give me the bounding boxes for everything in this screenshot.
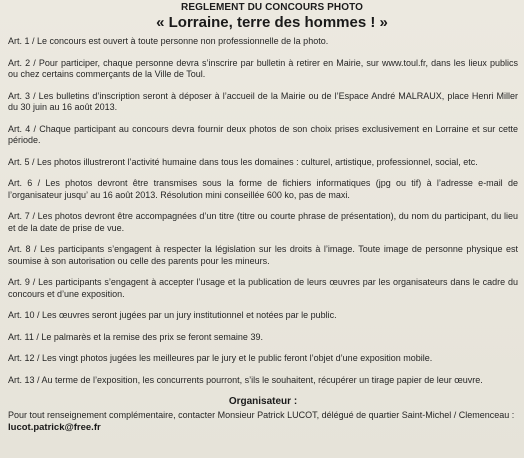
article-3: Art. 3 / Les bulletins d’inscription seront à déposer à l’accueil de la Mairie ou de l’Espace André MALRAUX, place Henri Miller du 30 juin au 16 août 2013.	[8, 90, 518, 112]
document-kicker: REGLEMENT DU CONCOURS PHOTO	[181, 2, 363, 13]
article-6: Art. 6 / Les photos devront être transmises sous la forme de fichiers informatiques (jpg ou tif) à l’adresse e-mail de l’organisateur jusqu’ au 16 août 2013. Résolution mini conseillée 600 ko, pas de maxi.	[8, 178, 518, 200]
article-13: Art. 13 / Au terme de l’exposition, les concurrents pourront, s’ils le souhaitent, récupérer un tirage papier de leur œuvre.	[8, 374, 483, 385]
article-11: Art. 11 / Le palmarès et la remise des prix se feront semaine 39.	[8, 331, 263, 342]
organizer-contact: Pour tout renseignement complémentaire, contacter Monsieur Patrick LUCOT, délégué de quartier Saint-Michel / Clemenceau :	[8, 410, 515, 420]
article-8: Art. 8 / Les participants s’engagent à respecter la législation sur les droits à l’image. Toute image de personne physique est soumise à son autorisation ou celle des parents pour les mineurs.	[8, 244, 518, 266]
article-12: Art. 12 / Les vingt photos jugées les meilleures par le jury et le public feront l’objet d’une exposition mobile.	[8, 353, 433, 363]
article-5: Art. 5 / Les photos illustreront l’activité humaine dans tous les domaines : culturel, artistique, professionnel, social, etc.	[8, 156, 478, 167]
article-1: Art. 1 / Le concours est ouvert à toute personne non professionnelle de la photo.	[8, 36, 329, 46]
document-title: « Lorraine, terre des hommes ! »	[156, 14, 388, 31]
article-7: Art. 7 / Les photos devront être accompagnées d’un titre (titre ou courte phrase de présentation), du nom du participant, du lieu et de la date de prise de vue.	[8, 211, 518, 233]
article-9: Art. 9 / Les participants s’engagent à accepter l’usage et la publication de leurs œuvres par les organisateurs dans le cadre du concours et d’une exposition.	[8, 277, 518, 299]
organizer-email: lucot.patrick@free.fr	[8, 421, 101, 433]
organizer-title: Organisateur :	[228, 396, 298, 407]
article-4: Art. 4 / Chaque participant au concours devra fournir deux photos de son choix prises exclusivement en Lorraine et sur cette période.	[8, 123, 518, 145]
article-10: Art. 10 / Les œuvres seront jugées par un jury institutionnel et notées par le public.	[8, 310, 337, 320]
article-2: Art. 2 / Pour participer, chaque personne devra s’inscrire par bulletin à retirer en Mairie, sur www.toul.fr, dans les lieux publics ou chez certains commerçants de la Ville de Toul.	[8, 57, 518, 79]
